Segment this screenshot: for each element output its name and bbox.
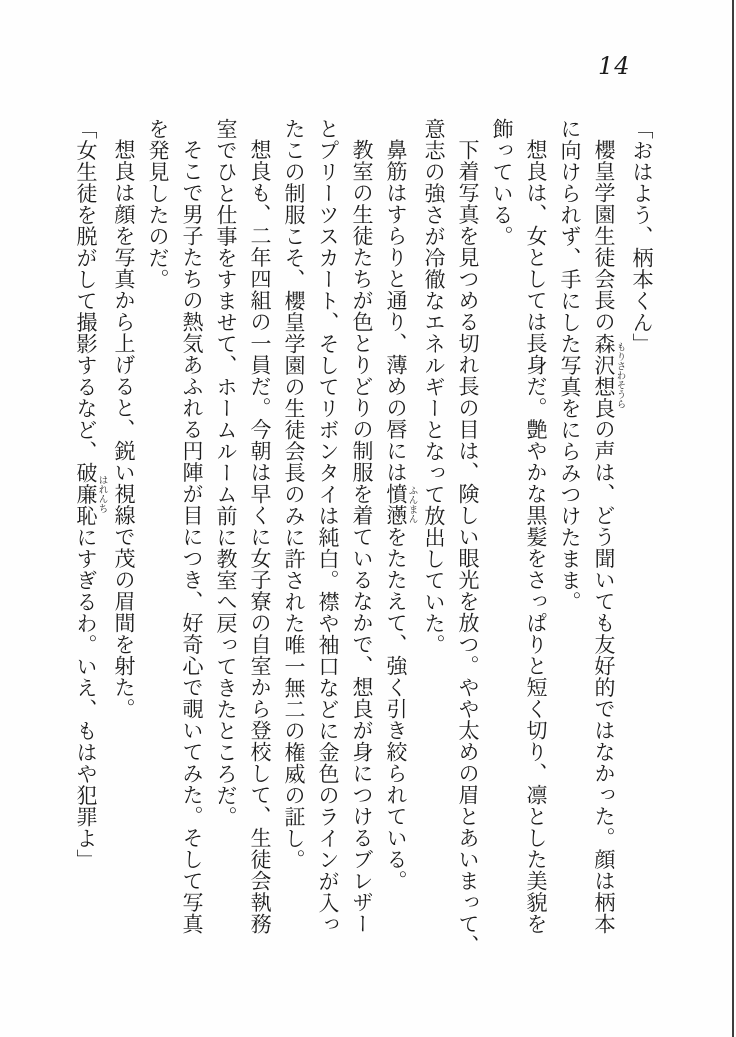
text-line bbox=[379, 118, 417, 966]
ruby-segment: 森沢想良もりさわそうら bbox=[592, 332, 626, 419]
text-line bbox=[345, 118, 379, 966]
text-line bbox=[553, 118, 587, 966]
text-segment: 想良は顔を写真から上げると、鋭い視線で茂の眉間を射た。 bbox=[112, 139, 136, 720]
text-line bbox=[107, 118, 141, 966]
text-segment: そこで男子たちの熱気あふれる円陣が目につき、好奇心で覗いてみた。そして写真 bbox=[180, 139, 204, 935]
text-segment: にすぎるわ。いえ、もはや犯罪よ」 bbox=[74, 526, 98, 871]
text-segment: とプリーツスカート、そしてリボンタイは純白。襟や袖口などに金色のラインが入っ bbox=[316, 118, 340, 935]
ruby-segment: 憤懣ふんまん bbox=[384, 483, 418, 526]
text-segment: 「おはよう、柄本くん」 bbox=[630, 118, 654, 355]
text-segment: 「女生徒を脱がして撮影するなど、 bbox=[74, 118, 98, 462]
ruby-segment: 破廉恥はれんち bbox=[74, 462, 108, 527]
text-line bbox=[243, 118, 277, 966]
text-segment: の声は、どう聞いても友好的ではなかった。顔は柄本 bbox=[592, 418, 616, 935]
text-segment: 室でひと仕事をすませて、ホームルーム前に教室へ戻ってきたところだ。 bbox=[214, 118, 238, 828]
furigana: ふんまん bbox=[406, 483, 418, 526]
text-segment: 飾っている。 bbox=[490, 118, 514, 247]
furigana: はれんち bbox=[96, 462, 108, 527]
text-line bbox=[209, 118, 243, 966]
text-line bbox=[417, 118, 451, 966]
text-segment: たこの制服こそ、櫻皇学園の生徒会長のみに許された唯一無二の権威の証し。 bbox=[282, 118, 306, 871]
text-segment: 想良は、女としては長身だ。艶やかな黒髪をさっぱりと短く切り、凛とした美貌を bbox=[524, 139, 548, 935]
text-segment: 櫻皇学園生徒会長の bbox=[592, 139, 616, 333]
text-line bbox=[519, 118, 553, 966]
text-line bbox=[277, 118, 311, 966]
text-line bbox=[625, 118, 659, 966]
text-line bbox=[141, 118, 175, 966]
text-segment: 教室の生徒たちが色とりどりの制服を着ているなかで、想良が身につけるブレザー bbox=[350, 139, 374, 935]
text-segment: を発見したのだ。 bbox=[146, 118, 170, 290]
furigana: もりさわそうら bbox=[614, 332, 626, 419]
text-line bbox=[311, 118, 345, 966]
page-edge-line bbox=[732, 0, 734, 1037]
text-line bbox=[175, 118, 209, 966]
text-segment: 想良も、二年四組の一員だ。今朝は早くに女子寮の自室から登校して、生徒会執務 bbox=[248, 139, 272, 935]
text-segment: 意志の強さが冷徹なエネルギーとなって放出していた。 bbox=[422, 118, 446, 656]
text-line bbox=[587, 118, 625, 966]
text-line bbox=[69, 118, 107, 966]
text-line bbox=[485, 118, 519, 966]
text-segment: に向けられず、手にした写真をにらみつけたまま。 bbox=[558, 118, 582, 613]
text-block bbox=[69, 118, 659, 966]
text-segment: 下着写真を見つめる切れ長の目は、険しい眼光を放つ。やや太めの眉とあいまって、 bbox=[456, 139, 480, 956]
text-segment: をたたえて、強く引き絞られている。 bbox=[384, 526, 408, 892]
text-segment: 鼻筋はすらりと通り、薄めの唇には bbox=[384, 139, 408, 483]
page-number: 14 bbox=[598, 52, 631, 80]
text-line bbox=[451, 118, 485, 966]
